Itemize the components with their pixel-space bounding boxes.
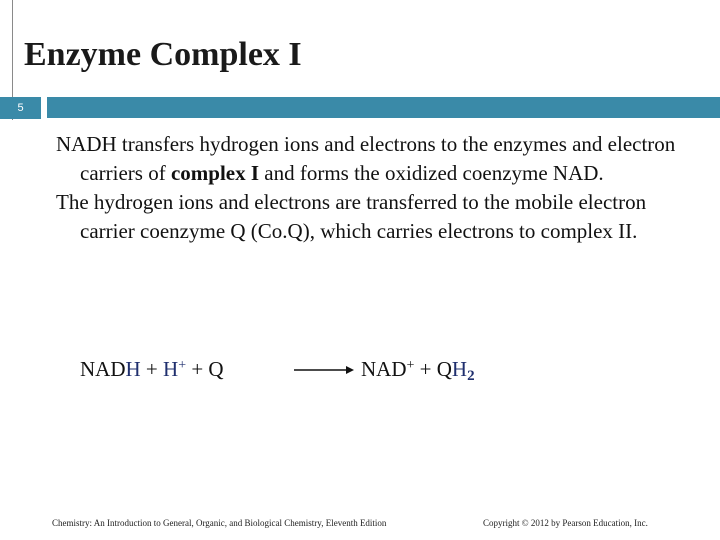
slide-number: 5 xyxy=(0,97,41,119)
reactant-nad-h: H xyxy=(125,357,141,381)
reactant-nad: NAD xyxy=(80,357,126,381)
p1-text-c: and forms the oxidized coenzyme NAD. xyxy=(259,161,604,185)
reactant-h-ion: H+ xyxy=(163,357,187,381)
footer-citation: Chemistry: An Introduction to General, Organic, and Biological Chemistry, Eleventh Edition xyxy=(52,518,387,528)
product-qh2: $H_2$ xyxy=(451,357,475,384)
paragraph-nadh xyxy=(56,130,696,188)
p1-text-a: NADH transfers hydrogen ions and electrons to the enzymes and electron carriers of xyxy=(56,132,676,185)
page-title: Enzyme Complex I xyxy=(24,36,302,73)
slide-body xyxy=(56,130,696,246)
reaction-arrow-icon xyxy=(294,365,354,375)
products xyxy=(361,354,475,384)
paragraph-coq: The hydrogen ions and electrons are transferred to the mobile electron carrier coenzyme Q (Co.Q), which carries electrons to complex II. xyxy=(56,190,647,243)
product-nad-charge: + xyxy=(406,358,415,373)
reactants xyxy=(80,354,224,384)
plus-sign: + xyxy=(140,357,164,381)
p1-bold-complex: complex I xyxy=(170,161,260,185)
footer-copyright: Copyright © 2012 by Pearson Education, Inc. xyxy=(483,518,648,528)
plus-q: + Q xyxy=(186,357,224,381)
product-nad: NAD xyxy=(361,357,407,381)
header-accent-bar xyxy=(47,97,720,118)
plus-q-product: + Q xyxy=(414,357,452,381)
